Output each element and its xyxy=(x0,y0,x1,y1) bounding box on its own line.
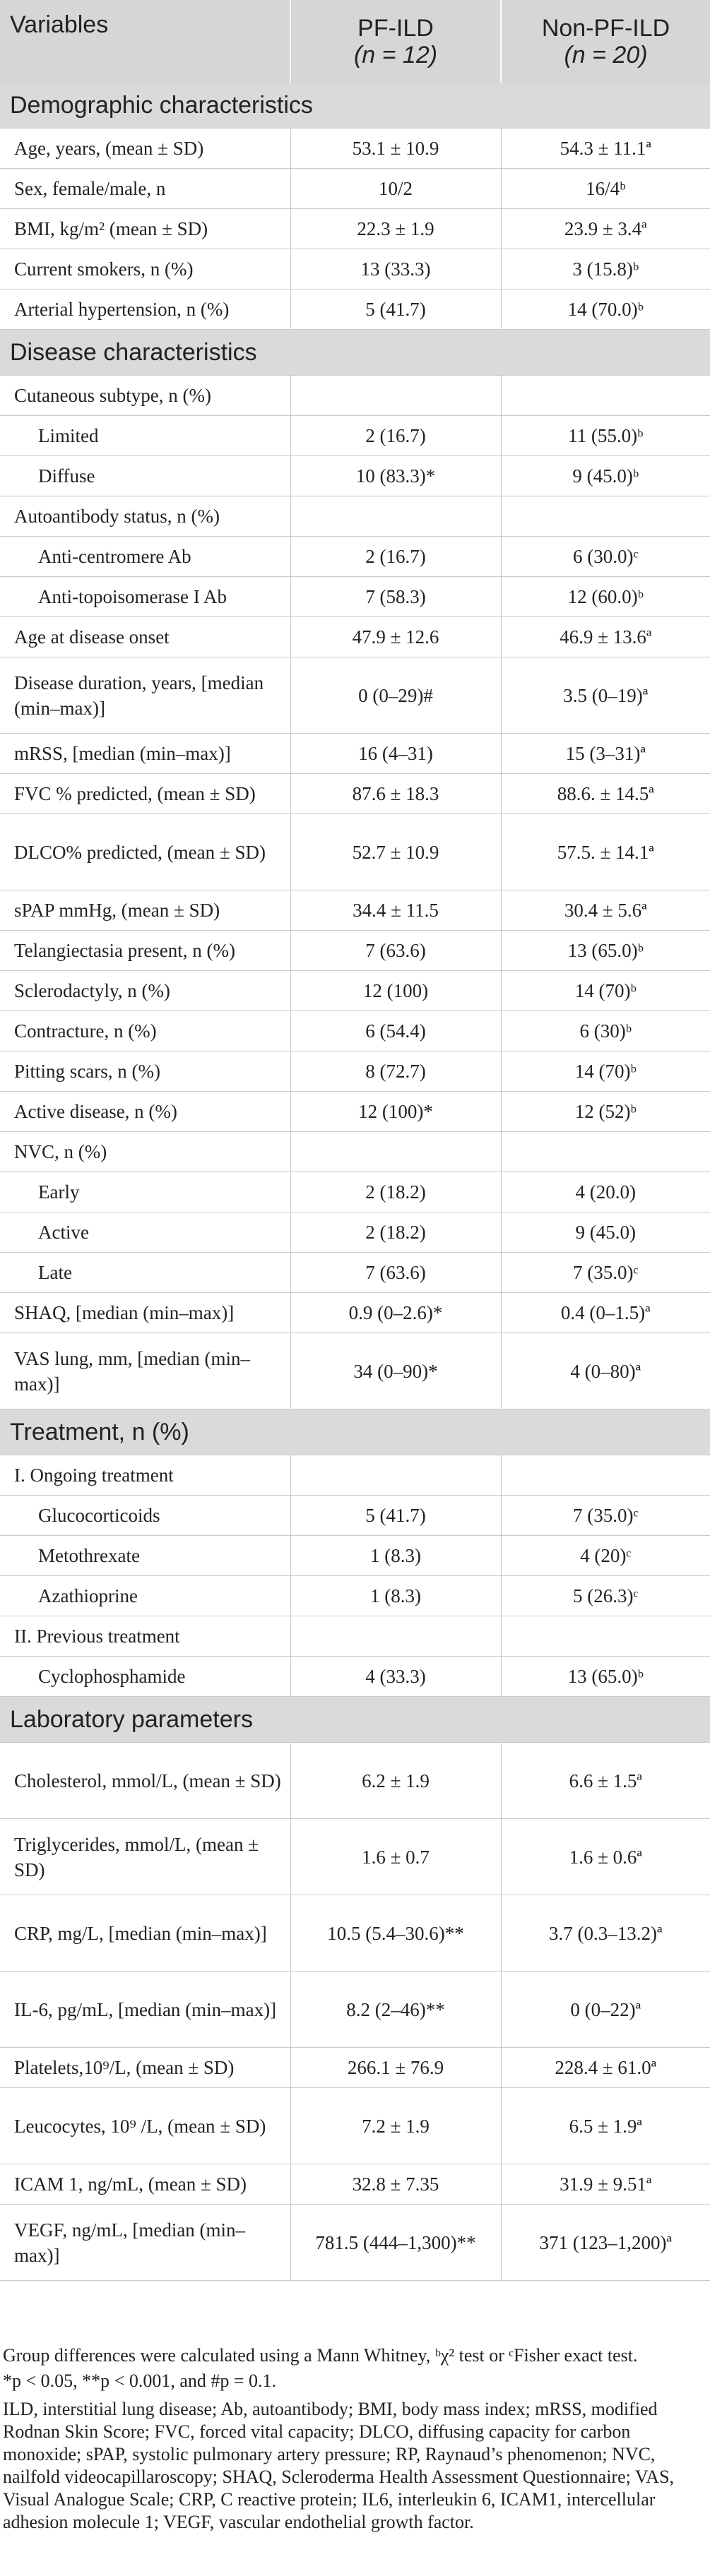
table-row xyxy=(0,496,710,537)
row-label: Active xyxy=(0,1212,290,1253)
row-label: Contracture, n (%) xyxy=(0,1011,290,1051)
pf-ild-value: 16 (4–31) xyxy=(290,734,501,774)
table-row xyxy=(0,890,710,931)
row-label: Metothrexate xyxy=(0,1536,290,1576)
row-label: Leucocytes, 10⁹ /L, (mean ± SD) xyxy=(0,2088,290,2164)
non-pf-ild-value: 6.6 ± 1.5ª xyxy=(501,1743,710,1819)
table-row xyxy=(0,577,710,617)
non-pf-ild-value: 3.7 (0.3–13.2)ª xyxy=(501,1895,710,1972)
row-label: Diffuse xyxy=(0,456,290,496)
table-row xyxy=(0,1743,710,1819)
footnote-significance: *p < 0.05, **p < 0.001, and #p = 0.1. xyxy=(3,2371,277,2391)
row-label: Glucocorticoids xyxy=(0,1496,290,1536)
pf-ild-value: 7 (58.3) xyxy=(290,577,501,617)
non-pf-ild-value: 371 (123–1,200)ª xyxy=(501,2205,710,2281)
table-row xyxy=(0,814,710,890)
row-label: Autoantibody status, n (%) xyxy=(0,496,290,537)
pf-ild-value: 7.2 ± 1.9 xyxy=(290,2088,501,2164)
non-pf-ild-value xyxy=(501,1132,710,1172)
section-row xyxy=(0,1409,710,1455)
row-label: Anti-topoisomerase I Ab xyxy=(0,577,290,617)
table-row xyxy=(0,456,710,496)
row-label: Limited xyxy=(0,416,290,456)
row-label: Arterial hypertension, n (%) xyxy=(0,290,290,330)
table-row xyxy=(0,1293,710,1333)
pf-ild-value: 5 (41.7) xyxy=(290,1496,501,1536)
table-row xyxy=(0,1657,710,1697)
table-row xyxy=(0,1051,710,1092)
non-pf-ild-value: 0.4 (0–1.5)ª xyxy=(501,1293,710,1333)
table-row xyxy=(0,416,710,456)
table-row xyxy=(0,1819,710,1895)
pf-ild-value xyxy=(290,496,501,537)
pf-ild-value: 34.4 ± 11.5 xyxy=(290,890,501,931)
pf-ild-value: 47.9 ± 12.6 xyxy=(290,617,501,657)
header-pf-ild-name: PF-ILD xyxy=(357,14,434,42)
pf-ild-value: 1 (8.3) xyxy=(290,1536,501,1576)
non-pf-ild-value: 5 (26.3)ᶜ xyxy=(501,1576,710,1616)
pf-ild-value: 52.7 ± 10.9 xyxy=(290,814,501,890)
table-row xyxy=(0,734,710,774)
pf-ild-value: 10 (83.3)* xyxy=(290,456,501,496)
non-pf-ild-value: 88.6. ± 14.5ª xyxy=(501,774,710,814)
table-row xyxy=(0,1333,710,1409)
section-row xyxy=(0,1697,710,1743)
pf-ild-value: 0.9 (0–2.6)* xyxy=(290,1293,501,1333)
pf-ild-value: 6.2 ± 1.9 xyxy=(290,1743,501,1819)
table-row xyxy=(0,1092,710,1132)
table-row xyxy=(0,2048,710,2088)
pf-ild-value: 32.8 ± 7.35 xyxy=(290,2164,501,2205)
table-row xyxy=(0,129,710,169)
row-label: Age at disease onset xyxy=(0,617,290,657)
section-title: Laboratory parameters xyxy=(0,1697,710,1743)
pf-ild-value: 53.1 ± 10.9 xyxy=(290,129,501,169)
pf-ild-value: 2 (16.7) xyxy=(290,537,501,577)
table-row xyxy=(0,774,710,814)
non-pf-ild-value: 13 (65.0)ᵇ xyxy=(501,931,710,971)
non-pf-ild-value: 6 (30)ᵇ xyxy=(501,1011,710,1051)
section-row xyxy=(0,330,710,376)
row-label: Cholesterol, mmol/L, (mean ± SD) xyxy=(0,1743,290,1819)
row-label: FVC % predicted, (mean ± SD) xyxy=(0,774,290,814)
non-pf-ild-value: 0 (0–22)ª xyxy=(501,1972,710,2048)
table-row xyxy=(0,971,710,1011)
table-footnotes xyxy=(0,2344,702,2536)
row-label: CRP, mg/L, [median (min–max)] xyxy=(0,1895,290,1972)
header-non-pf-ild-name: Non-PF-ILD xyxy=(541,14,670,42)
pf-ild-value: 8.2 (2–46)** xyxy=(290,1972,501,2048)
section-row xyxy=(0,83,710,129)
header-non-pf-ild xyxy=(501,0,710,83)
row-label: Platelets,10⁹/L, (mean ± SD) xyxy=(0,2048,290,2088)
row-label: Early xyxy=(0,1172,290,1212)
footnote-tests: Group differences were calculated using a Mann Whitney, ᵇχ² test or ᶜFisher exact test. xyxy=(3,2345,638,2366)
pf-ild-value: 13 (33.3) xyxy=(290,249,501,290)
non-pf-ild-value: 23.9 ± 3.4ª xyxy=(501,209,710,249)
non-pf-ild-value: 16/4ᵇ xyxy=(501,169,710,209)
non-pf-ild-value: 15 (3–31)ª xyxy=(501,734,710,774)
row-label: Sclerodactyly, n (%) xyxy=(0,971,290,1011)
non-pf-ild-value: 31.9 ± 9.51ª xyxy=(501,2164,710,2205)
header-pf-ild-n: (n = 12) xyxy=(353,41,438,68)
pf-ild-value: 0 (0–29)# xyxy=(290,657,501,734)
non-pf-ild-value: 3 (15.8)ᵇ xyxy=(501,249,710,290)
pf-ild-value: 2 (18.2) xyxy=(290,1172,501,1212)
row-label: VEGF, ng/mL, [median (min–max)] xyxy=(0,2205,290,2281)
row-label: Cutaneous subtype, n (%) xyxy=(0,376,290,416)
pf-ild-value: 2 (16.7) xyxy=(290,416,501,456)
non-pf-ild-value: 1.6 ± 0.6ª xyxy=(501,1819,710,1895)
row-label: sPAP mmHg, (mean ± SD) xyxy=(0,890,290,931)
non-pf-ild-value xyxy=(501,496,710,537)
pf-ild-value: 1.6 ± 0.7 xyxy=(290,1819,501,1895)
non-pf-ild-value: 6.5 ± 1.9ª xyxy=(501,2088,710,2164)
table-row xyxy=(0,537,710,577)
non-pf-ild-value: 4 (20.0) xyxy=(501,1172,710,1212)
pf-ild-value: 22.3 ± 1.9 xyxy=(290,209,501,249)
non-pf-ild-value xyxy=(501,1455,710,1496)
non-pf-ild-value: 7 (35.0)ᶜ xyxy=(501,1253,710,1293)
row-label: Age, years, (mean ± SD) xyxy=(0,129,290,169)
non-pf-ild-value: 14 (70)ᵇ xyxy=(501,971,710,1011)
pf-ild-value: 7 (63.6) xyxy=(290,931,501,971)
table-row xyxy=(0,1455,710,1496)
header-non-pf-ild-n: (n = 20) xyxy=(564,41,648,68)
non-pf-ild-value: 12 (60.0)ᵇ xyxy=(501,577,710,617)
pf-ild-value xyxy=(290,1132,501,1172)
non-pf-ild-value: 30.4 ± 5.6ª xyxy=(501,890,710,931)
section-title: Disease characteristics xyxy=(0,330,710,376)
pf-ild-value: 1 (8.3) xyxy=(290,1576,501,1616)
row-label: Late xyxy=(0,1253,290,1293)
table-row xyxy=(0,1496,710,1536)
pf-ild-value: 10/2 xyxy=(290,169,501,209)
row-label: BMI, kg/m² (mean ± SD) xyxy=(0,209,290,249)
section-title: Demographic characteristics xyxy=(0,83,710,129)
table-row xyxy=(0,1212,710,1253)
non-pf-ild-value: 14 (70)ᵇ xyxy=(501,1051,710,1092)
row-label: IL-6, pg/mL, [median (min–max)] xyxy=(0,1972,290,2048)
row-label: NVC, n (%) xyxy=(0,1132,290,1172)
pf-ild-value: 2 (18.2) xyxy=(290,1212,501,1253)
row-label: Anti-centromere Ab xyxy=(0,537,290,577)
row-label: SHAQ, [median (min–max)] xyxy=(0,1293,290,1333)
row-label: Current smokers, n (%) xyxy=(0,249,290,290)
row-label: Pitting scars, n (%) xyxy=(0,1051,290,1092)
pf-ild-value: 34 (0–90)* xyxy=(290,1333,501,1409)
footnote-abbreviations: ILD, interstitial lung disease; Ab, autoantibody; BMI, body mass index; mRSS, modified Rodnan Skin Score; FVC, forced vital capacity; DLCO, diffusing capacity for carbon monoxide; sPAP, systolic pulmonary artery pressure; RP, Raynaud’s phenomenon; NVC, nailfold videocapillaroscopy; SHAQ, Scleroderma Health Assessment Questionnaire; VAS, Visual Analogue Scale; CRP, C reactive protein; IL6, interleukin 6, ICAM1, intercellular adhesion molecule 1; VEGF, vascular endothelial growth factor. xyxy=(3,2399,675,2532)
table-body xyxy=(0,83,710,2281)
non-pf-ild-value: 3.5 (0–19)ª xyxy=(501,657,710,734)
row-label: Azathioprine xyxy=(0,1576,290,1616)
row-label: mRSS, [median (min–max)] xyxy=(0,734,290,774)
row-label: Cyclophosphamide xyxy=(0,1657,290,1697)
table-row xyxy=(0,169,710,209)
row-label: Triglycerides, mmol/L, (mean ± SD) xyxy=(0,1819,290,1895)
table-row xyxy=(0,1895,710,1972)
table-row xyxy=(0,1172,710,1212)
table-row xyxy=(0,1536,710,1576)
pf-ild-value: 8 (72.7) xyxy=(290,1051,501,1092)
pf-ild-value: 87.6 ± 18.3 xyxy=(290,774,501,814)
table-row xyxy=(0,617,710,657)
table-row xyxy=(0,209,710,249)
table-row xyxy=(0,2088,710,2164)
pf-ild-value: 781.5 (444–1,300)** xyxy=(290,2205,501,2281)
pf-ild-value xyxy=(290,1616,501,1657)
non-pf-ild-value: 4 (20)ᶜ xyxy=(501,1536,710,1576)
table-row xyxy=(0,1972,710,2048)
row-label: Disease duration, years, [median (min–max)] xyxy=(0,657,290,734)
non-pf-ild-value: 4 (0–80)ª xyxy=(501,1333,710,1409)
non-pf-ild-value: 228.4 ± 61.0ª xyxy=(501,2048,710,2088)
non-pf-ild-value: 6 (30.0)ᶜ xyxy=(501,537,710,577)
table-row xyxy=(0,1576,710,1616)
pf-ild-value: 7 (63.6) xyxy=(290,1253,501,1293)
table-row xyxy=(0,2205,710,2281)
row-label: Telangiectasia present, n (%) xyxy=(0,931,290,971)
pf-ild-value: 5 (41.7) xyxy=(290,290,501,330)
pf-ild-value: 12 (100) xyxy=(290,971,501,1011)
header-variables: Variables xyxy=(0,0,290,83)
non-pf-ild-value: 9 (45.0) xyxy=(501,1212,710,1253)
pf-ild-value: 12 (100)* xyxy=(290,1092,501,1132)
pf-ild-value: 6 (54.4) xyxy=(290,1011,501,1051)
pf-ild-value xyxy=(290,1455,501,1496)
table-row xyxy=(0,657,710,734)
pf-ild-value: 4 (33.3) xyxy=(290,1657,501,1697)
non-pf-ild-value xyxy=(501,376,710,416)
table-row xyxy=(0,290,710,330)
non-pf-ild-value: 57.5. ± 14.1ª xyxy=(501,814,710,890)
non-pf-ild-value: 9 (45.0)ᵇ xyxy=(501,456,710,496)
table-row xyxy=(0,1616,710,1657)
non-pf-ild-value: 46.9 ± 13.6ª xyxy=(501,617,710,657)
table-row xyxy=(0,2164,710,2205)
non-pf-ild-value: 54.3 ± 11.1ª xyxy=(501,129,710,169)
row-label: Active disease, n (%) xyxy=(0,1092,290,1132)
row-label: II. Previous treatment xyxy=(0,1616,290,1657)
non-pf-ild-value: 7 (35.0)ᶜ xyxy=(501,1496,710,1536)
table-row xyxy=(0,1253,710,1293)
table-row xyxy=(0,931,710,971)
non-pf-ild-value: 13 (65.0)ᵇ xyxy=(501,1657,710,1697)
table-row xyxy=(0,376,710,416)
row-label: DLCO% predicted, (mean ± SD) xyxy=(0,814,290,890)
table-row xyxy=(0,1011,710,1051)
non-pf-ild-value: 14 (70.0)ᵇ xyxy=(501,290,710,330)
row-label: Sex, female/male, n xyxy=(0,169,290,209)
header-pf-ild xyxy=(290,0,501,83)
row-label: I. Ongoing treatment xyxy=(0,1455,290,1496)
row-label: VAS lung, mm, [median (min–max)] xyxy=(0,1333,290,1409)
table-row xyxy=(0,1132,710,1172)
row-label: ICAM 1, ng/mL, (mean ± SD) xyxy=(0,2164,290,2205)
pf-ild-value xyxy=(290,376,501,416)
pf-ild-value: 10.5 (5.4–30.6)** xyxy=(290,1895,501,1972)
non-pf-ild-value: 11 (55.0)ᵇ xyxy=(501,416,710,456)
non-pf-ild-value xyxy=(501,1616,710,1657)
table-header xyxy=(0,0,710,83)
pf-ild-value: 266.1 ± 76.9 xyxy=(290,2048,501,2088)
non-pf-ild-value: 12 (52)ᵇ xyxy=(501,1092,710,1132)
table-row xyxy=(0,249,710,290)
section-title: Treatment, n (%) xyxy=(0,1409,710,1455)
